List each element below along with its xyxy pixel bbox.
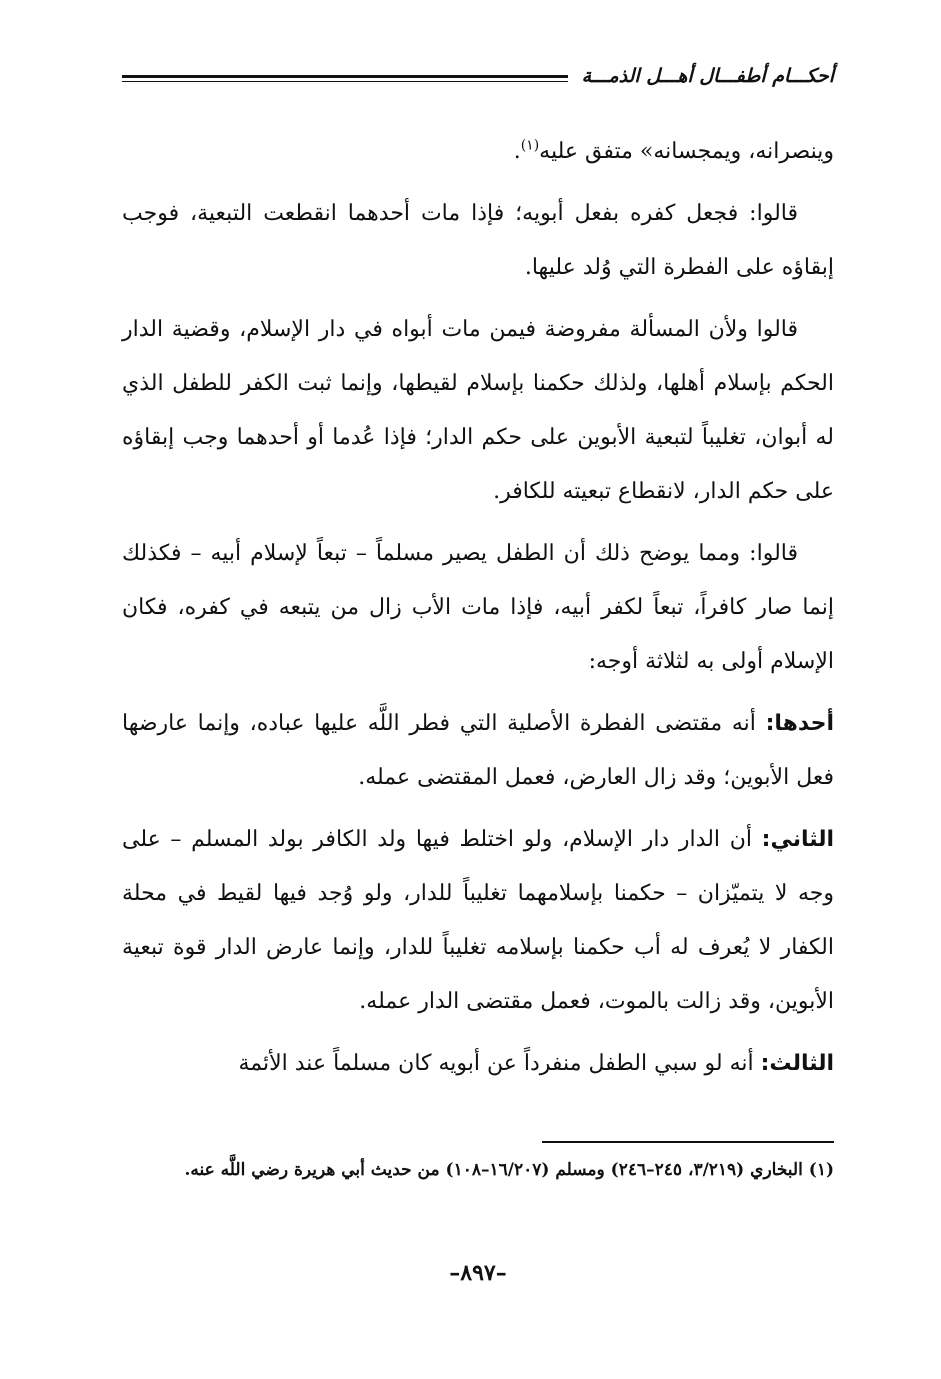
paragraph-lead-word: أحدها: bbox=[765, 711, 834, 736]
body-text bbox=[122, 125, 834, 1099]
paragraph bbox=[122, 697, 834, 805]
footnote-reference: (١) bbox=[520, 137, 540, 154]
paragraph-text: قالوا ولأن المسألة مفروضة فيمن مات أبواه في دار الإسلام، وقضية الدار الحكم بإسلام أهلها، ولذلك حكمنا بإسلام لقيطها، وإنما ثبت الكفر للطفل الذي له أبوان، تغليباً لتبعية الأبوين على حكم الدار؛ فإذا عُدما أو أحدهما وجب إبقاؤه على حكم الدار، لانقطاع تبعيته للكافر. bbox=[122, 317, 834, 504]
paragraph-tail: . bbox=[513, 139, 521, 164]
header-double-rule bbox=[122, 75, 568, 82]
paragraph-text: قالوا: ومما يوضح ذلك أن الطفل يصير مسلماً – تبعاً لإسلام أبيه – فكذلك إنما صار كافراً، تبعاً لكفر أبيه، فإذا مات الأب زال من يتبعه في كفره، فكان الإسلام أولى به لثلاثة أوجه: bbox=[122, 541, 834, 674]
footnotes bbox=[122, 1151, 834, 1189]
footnote-separator bbox=[542, 1141, 834, 1143]
paragraph-text: أنه مقتضى الفطرة الأصلية التي فطر اللَّه عليها عباده، وإنما عارضها فعل الأبوين؛ وقد زال العارض، فعمل المقتضى عمله. bbox=[122, 711, 834, 790]
paragraph-text: أن الدار دار الإسلام، ولو اختلط فيها ولد الكافر بولد المسلم – على وجه لا يتميّزان – حكمنا بإسلامهما تغليباً للدار، ولو وُجد فيها لقيط في محلة الكفار لا يُعرف له أب حكمنا بإسلامه تغليباً للدار، وإنما عارض الدار قوة تبعية الأبوين، وقد زالت بالموت، فعمل مقتضى الدار عمله. bbox=[122, 827, 834, 1014]
paragraph bbox=[122, 125, 834, 179]
paragraph-text: وينصرانه، ويمجسانه» متفق عليه bbox=[539, 139, 834, 164]
paragraph bbox=[122, 813, 834, 1029]
paragraph-lead-word: الثالث: bbox=[760, 1051, 834, 1076]
paragraph bbox=[122, 303, 834, 519]
page-number: –٨٩٧– bbox=[449, 1260, 507, 1286]
paragraph-lead-word: الثاني: bbox=[761, 827, 834, 852]
book-page bbox=[122, 55, 834, 1355]
paragraph-text: أنه لو سبي الطفل منفرداً عن أبويه كان مسلماً عند الأئمة bbox=[238, 1051, 761, 1076]
running-header-title: أحكـــام أطفـــال أهـــل الذمـــة bbox=[581, 65, 834, 87]
footnote: (١) البخاري (٣/٢١٩، ٢٤٥–٢٤٦) ومسلم (١٦/٢٠٧–١٠٨) من حديث أبي هريرة رضي اللَّه عنه. bbox=[184, 1160, 834, 1180]
paragraph bbox=[122, 1037, 834, 1091]
paragraph bbox=[122, 187, 834, 295]
running-header bbox=[122, 55, 834, 97]
paragraph bbox=[122, 527, 834, 689]
paragraph-text: قالوا: فجعل كفره بفعل أبويه؛ فإذا مات أحدهما انقطعت التبعية، فوجب إبقاؤه على الفطرة التي وُلد عليها. bbox=[122, 201, 834, 280]
